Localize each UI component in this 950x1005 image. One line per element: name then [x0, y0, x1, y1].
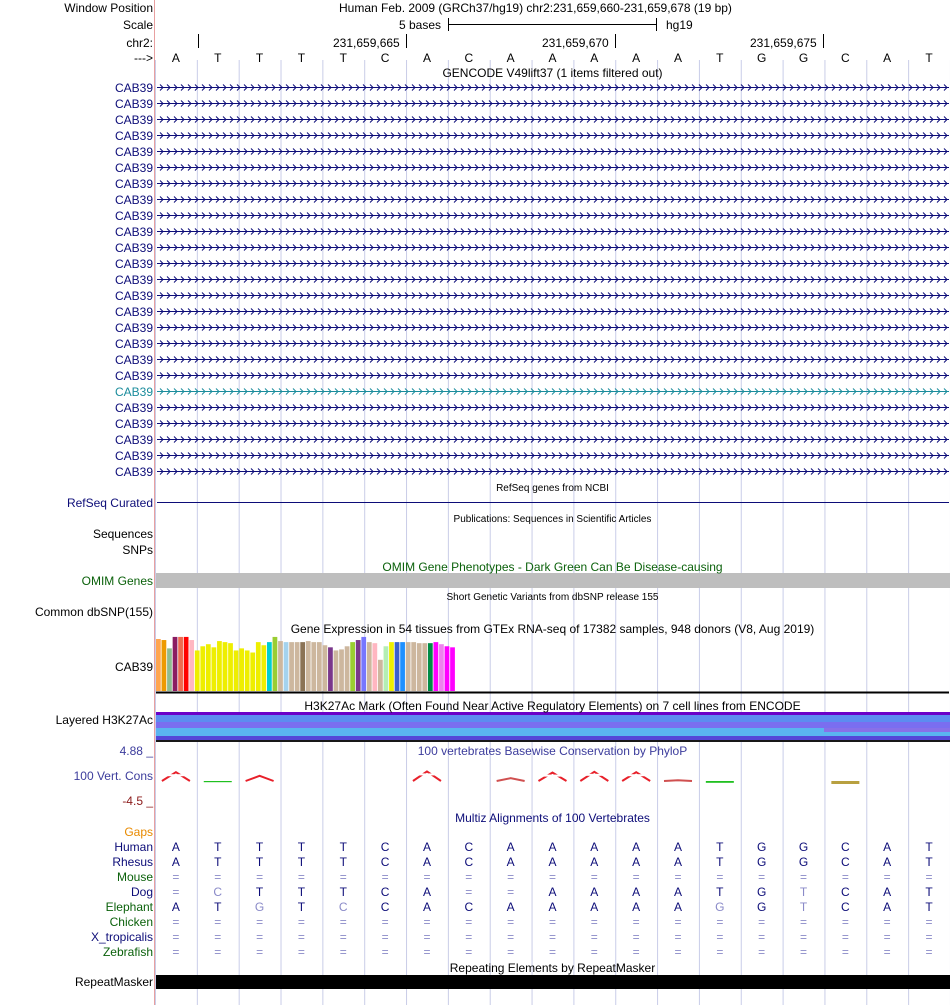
multiz-base: =: [800, 945, 808, 959]
multiz-base: =: [883, 870, 891, 884]
repeatmasker-label[interactable]: RepeatMasker: [74, 975, 153, 989]
multiz-base: =: [465, 930, 473, 944]
reference-base: G: [798, 51, 809, 65]
multiz-base: =: [423, 870, 431, 884]
scale-text: 5 bases: [399, 18, 442, 32]
multiz-base: T: [716, 885, 724, 899]
multiz-base: T: [339, 840, 347, 854]
h3k27ac-label[interactable]: Layered H3K27Ac: [55, 713, 153, 727]
multiz-base: =: [590, 945, 598, 959]
multiz-base: A: [548, 885, 557, 899]
multiz-base: A: [673, 855, 682, 869]
multiz-species-label[interactable]: Rhesus: [112, 855, 153, 869]
multiz-base: T: [925, 885, 933, 899]
multiz-base: T: [799, 885, 808, 899]
gencode-transcript-label[interactable]: CAB39: [114, 305, 153, 319]
multiz-base: A: [422, 900, 431, 914]
multiz-base: =: [674, 870, 682, 884]
reference-base: T: [255, 51, 264, 65]
multiz-base: A: [506, 855, 515, 869]
multiz-base: C: [380, 885, 390, 899]
multiz-base: =: [256, 870, 264, 884]
multiz-base: G: [798, 840, 809, 854]
multiz-base: G: [798, 855, 809, 869]
multiz-base: =: [841, 945, 849, 959]
multiz-base: A: [171, 840, 180, 854]
multiz-base: =: [590, 870, 598, 884]
publications-sequences-label[interactable]: Sequences: [92, 527, 153, 541]
conservation-ymin: -4.5 _: [122, 794, 153, 808]
multiz-base: A: [673, 900, 682, 914]
multiz-base: =: [883, 945, 891, 959]
multiz-base: A: [673, 840, 682, 854]
multiz-base: =: [758, 915, 766, 929]
multiz-species-label[interactable]: Dog: [130, 885, 153, 899]
reference-base: C: [464, 51, 474, 65]
reference-base: T: [214, 51, 222, 65]
multiz-base: =: [297, 870, 305, 884]
reference-base: C: [841, 51, 850, 65]
multiz-base: C: [338, 900, 348, 914]
multiz-base: =: [883, 915, 891, 929]
reference-base: T: [339, 51, 347, 65]
gencode-transcript-label[interactable]: CAB39: [114, 81, 153, 95]
multiz-base: =: [339, 945, 347, 959]
multiz-base: C: [841, 900, 850, 914]
multiz-base: A: [422, 840, 431, 854]
multiz-base: A: [632, 900, 641, 914]
reference-base: A: [883, 51, 892, 65]
multiz-track-title[interactable]: Multiz Alignments of 100 Vertebrates: [455, 811, 650, 825]
reference-base: A: [548, 51, 557, 65]
multiz-base: T: [297, 885, 306, 899]
gencode-transcript-label[interactable]: CAB39: [114, 97, 153, 111]
multiz-base: =: [716, 945, 724, 959]
coord-tick-label: 231,659,675: [750, 36, 817, 50]
multiz-base: =: [423, 930, 431, 944]
multiz-base: =: [172, 885, 180, 899]
gencode-track-title[interactable]: GENCODE V49lift37 (1 items filtered out): [442, 66, 663, 80]
multiz-base: =: [548, 945, 556, 959]
multiz-base: =: [841, 870, 849, 884]
multiz-base: =: [925, 930, 933, 944]
gencode-transcript-label[interactable]: CAB39: [114, 257, 153, 271]
multiz-base: =: [256, 915, 264, 929]
multiz-base: =: [632, 915, 640, 929]
multiz-base: T: [255, 885, 264, 899]
conservation-ymax: 4.88 _: [119, 744, 153, 758]
multiz-base: A: [590, 900, 599, 914]
multiz-base: C: [464, 855, 474, 869]
multiz-base: T: [925, 900, 933, 914]
multiz-base: C: [464, 900, 474, 914]
multiz-base: A: [548, 855, 557, 869]
multiz-base: =: [339, 870, 347, 884]
multiz-base: G: [715, 900, 725, 914]
multiz-base: A: [171, 855, 180, 869]
multiz-base: T: [297, 855, 306, 869]
multiz-base: C: [841, 855, 850, 869]
multiz-base: C: [380, 900, 390, 914]
gencode-transcript-label[interactable]: CAB39: [114, 129, 153, 143]
gencode-transcript-label[interactable]: CAB39: [114, 225, 153, 239]
multiz-base: T: [297, 840, 306, 854]
multiz-base: C: [213, 885, 223, 899]
multiz-base: =: [632, 945, 640, 959]
multiz-base: A: [548, 840, 557, 854]
multiz-base: A: [590, 840, 599, 854]
gencode-transcript-label[interactable]: CAB39: [114, 209, 153, 223]
omim-track-title[interactable]: OMIM Gene Phenotypes - Dark Green Can Be Disease-causing: [382, 560, 723, 574]
multiz-base: =: [674, 945, 682, 959]
multiz-gaps-label: Gaps: [124, 825, 153, 839]
position-guide-line: [154, 0, 155, 1005]
multiz-base: C: [841, 885, 850, 899]
multiz-base: =: [632, 870, 640, 884]
multiz-base: G: [757, 855, 767, 869]
gencode-transcript-label[interactable]: CAB39: [114, 273, 153, 287]
multiz-base: C: [464, 840, 474, 854]
multiz-base: G: [757, 840, 767, 854]
multiz-base: =: [800, 930, 808, 944]
multiz-base: =: [214, 945, 222, 959]
multiz-base: =: [925, 915, 933, 929]
multiz-base: T: [339, 885, 347, 899]
scale-label: Scale: [122, 18, 153, 32]
dbsnp-label[interactable]: Common dbSNP(155): [34, 605, 153, 619]
multiz-base: =: [465, 945, 473, 959]
multiz-base: A: [883, 855, 892, 869]
multiz-base: C: [380, 855, 390, 869]
multiz-base: =: [381, 930, 389, 944]
reference-base: G: [757, 51, 767, 65]
multiz-base: =: [548, 930, 556, 944]
gencode-transcript-label[interactable]: CAB39: [114, 417, 153, 431]
reference-base: A: [673, 51, 682, 65]
multiz-base: G: [757, 900, 767, 914]
coord-tick-label: 231,659,670: [542, 36, 609, 50]
multiz-base: =: [507, 915, 515, 929]
refseq-track-title[interactable]: RefSeq genes from NCBI: [496, 483, 609, 494]
multiz-base: T: [255, 855, 264, 869]
multiz-base: =: [716, 915, 724, 929]
multiz-base: T: [925, 840, 933, 854]
reference-base: T: [925, 51, 933, 65]
reference-base: A: [171, 51, 180, 65]
assembly-position[interactable]: Human Feb. 2009 (GRCh37/hg19) chr2:231,659,660-231,659,678 (19 bp): [339, 1, 732, 15]
omim-label[interactable]: OMIM Genes: [81, 574, 153, 588]
multiz-species-label[interactable]: Zebrafish: [102, 945, 153, 959]
multiz-base: =: [214, 930, 222, 944]
multiz-base: =: [548, 915, 556, 929]
multiz-base: A: [548, 900, 557, 914]
multiz-base: G: [757, 885, 767, 899]
multiz-base: =: [758, 930, 766, 944]
reference-base: A: [422, 51, 431, 65]
multiz-base: =: [674, 930, 682, 944]
gencode-transcript-label[interactable]: CAB39: [114, 113, 153, 127]
reference-base: A: [590, 51, 599, 65]
multiz-base: =: [758, 945, 766, 959]
gencode-transcript-label[interactable]: CAB39: [114, 433, 153, 447]
multiz-base: =: [800, 915, 808, 929]
multiz-base: A: [590, 855, 599, 869]
window-position-label: Window Position: [64, 1, 153, 15]
multiz-base: A: [506, 900, 515, 914]
multiz-base: =: [172, 870, 180, 884]
multiz-base: A: [883, 885, 892, 899]
multiz-base: =: [716, 930, 724, 944]
reference-base: A: [506, 51, 515, 65]
multiz-base: =: [800, 870, 808, 884]
multiz-base: A: [422, 855, 431, 869]
dbsnp-track-title[interactable]: Short Genetic Variants from dbSNP release 155: [446, 592, 659, 603]
h3k27ac-track-title[interactable]: H3K27Ac Mark (Often Found Near Active Regulatory Elements) on 7 cell lines from ENCODE: [304, 699, 801, 713]
multiz-base: =: [297, 915, 305, 929]
multiz-base: =: [925, 945, 933, 959]
multiz-base: =: [381, 915, 389, 929]
multiz-base: =: [297, 930, 305, 944]
gencode-transcript-label[interactable]: CAB39: [114, 241, 153, 255]
multiz-base: T: [799, 900, 808, 914]
multiz-base: A: [506, 840, 515, 854]
multiz-base: A: [632, 855, 641, 869]
gencode-transcript-label[interactable]: CAB39: [114, 449, 153, 463]
multiz-base: =: [507, 945, 515, 959]
multiz-base: T: [339, 855, 347, 869]
gencode-transcript-label[interactable]: CAB39: [114, 321, 153, 335]
publications-track-title[interactable]: Publications: Sequences in Scientific Articles: [453, 514, 652, 525]
gencode-transcript-label[interactable]: CAB39: [114, 401, 153, 415]
multiz-base: A: [632, 885, 641, 899]
multiz-base: A: [883, 900, 892, 914]
gencode-transcript-label[interactable]: CAB39: [114, 193, 153, 207]
multiz-base: =: [507, 885, 515, 899]
multiz-base: T: [925, 855, 933, 869]
multiz-base: =: [548, 870, 556, 884]
multiz-base: =: [172, 945, 180, 959]
multiz-base: =: [632, 930, 640, 944]
gencode-transcript-label[interactable]: CAB39: [114, 177, 153, 191]
chrom-label: chr2:: [126, 36, 153, 50]
multiz-base: T: [716, 855, 724, 869]
multiz-base: G: [254, 900, 265, 914]
gencode-transcript-label[interactable]: CAB39: [114, 465, 153, 479]
multiz-base: A: [673, 885, 682, 899]
multiz-base: =: [256, 930, 264, 944]
multiz-base: =: [465, 885, 473, 899]
multiz-base: =: [297, 945, 305, 959]
multiz-base: T: [214, 855, 222, 869]
multiz-base: =: [214, 915, 222, 929]
scale-db: hg19: [666, 18, 693, 32]
multiz-base: =: [841, 930, 849, 944]
multiz-base: =: [381, 945, 389, 959]
multiz-base: A: [171, 900, 180, 914]
multiz-species-label[interactable]: Chicken: [109, 915, 153, 929]
multiz-base: A: [632, 840, 641, 854]
repeatmasker-track-title[interactable]: Repeating Elements by RepeatMasker: [449, 961, 656, 975]
multiz-base: =: [590, 915, 598, 929]
multiz-base: T: [716, 840, 724, 854]
multiz-base: T: [297, 900, 306, 914]
multiz-base: =: [423, 945, 431, 959]
gencode-transcript-label[interactable]: CAB39: [114, 369, 153, 383]
gencode-transcript-label[interactable]: CAB39: [114, 161, 153, 175]
multiz-base: =: [465, 915, 473, 929]
multiz-species-label[interactable]: Human: [114, 840, 153, 854]
multiz-base: =: [381, 870, 389, 884]
reference-base: T: [716, 51, 724, 65]
multiz-base: =: [172, 930, 180, 944]
multiz-species-label[interactable]: Mouse: [116, 870, 153, 884]
multiz-base: =: [214, 870, 222, 884]
gtex-gene-label[interactable]: CAB39: [114, 660, 153, 674]
multiz-species-label[interactable]: Elephant: [105, 900, 153, 914]
gencode-transcript-label[interactable]: CAB39: [114, 353, 153, 367]
multiz-base: =: [507, 870, 515, 884]
gencode-transcript-label[interactable]: CAB39: [114, 145, 153, 159]
gencode-transcript-label[interactable]: CAB39: [114, 289, 153, 303]
multiz-base: =: [674, 915, 682, 929]
multiz-base: =: [590, 930, 598, 944]
gtex-track-title[interactable]: Gene Expression in 54 tissues from GTEx RNA-seq of 17382 samples, 948 donors (V8, Aug 2019): [290, 622, 815, 636]
multiz-base: =: [925, 870, 933, 884]
conservation-track-title[interactable]: 100 vertebrates Basewise Conservation by PhyloP: [417, 744, 688, 758]
multiz-base: C: [841, 840, 850, 854]
multiz-base: A: [883, 840, 892, 854]
multiz-base: T: [214, 900, 222, 914]
gencode-transcript-label[interactable]: CAB39: [114, 385, 153, 399]
multiz-base: =: [841, 915, 849, 929]
gencode-transcript-label[interactable]: CAB39: [114, 337, 153, 351]
multiz-base: =: [465, 870, 473, 884]
reference-base: T: [297, 51, 306, 65]
multiz-base: =: [423, 915, 431, 929]
multiz-base: =: [339, 915, 347, 929]
multiz-base: =: [883, 930, 891, 944]
multiz-base: C: [380, 840, 390, 854]
strand-arrow: --->: [134, 51, 153, 65]
multiz-species-label[interactable]: X_tropicalis: [90, 930, 153, 944]
multiz-base: T: [214, 840, 222, 854]
refseq-label[interactable]: RefSeq Curated: [66, 496, 153, 510]
reference-base: C: [380, 51, 390, 65]
multiz-base: =: [172, 915, 180, 929]
conservation-label[interactable]: 100 Vert. Cons: [73, 769, 153, 783]
multiz-base: =: [256, 945, 264, 959]
multiz-base: =: [507, 930, 515, 944]
multiz-base: T: [255, 840, 264, 854]
multiz-base: =: [339, 930, 347, 944]
multiz-base: A: [422, 885, 431, 899]
multiz-base: =: [716, 870, 724, 884]
multiz-base: =: [758, 870, 766, 884]
multiz-base: A: [590, 885, 599, 899]
coord-tick-label: 231,659,665: [333, 36, 400, 50]
publications-snps-label[interactable]: SNPs: [122, 543, 153, 557]
reference-base: A: [632, 51, 641, 65]
